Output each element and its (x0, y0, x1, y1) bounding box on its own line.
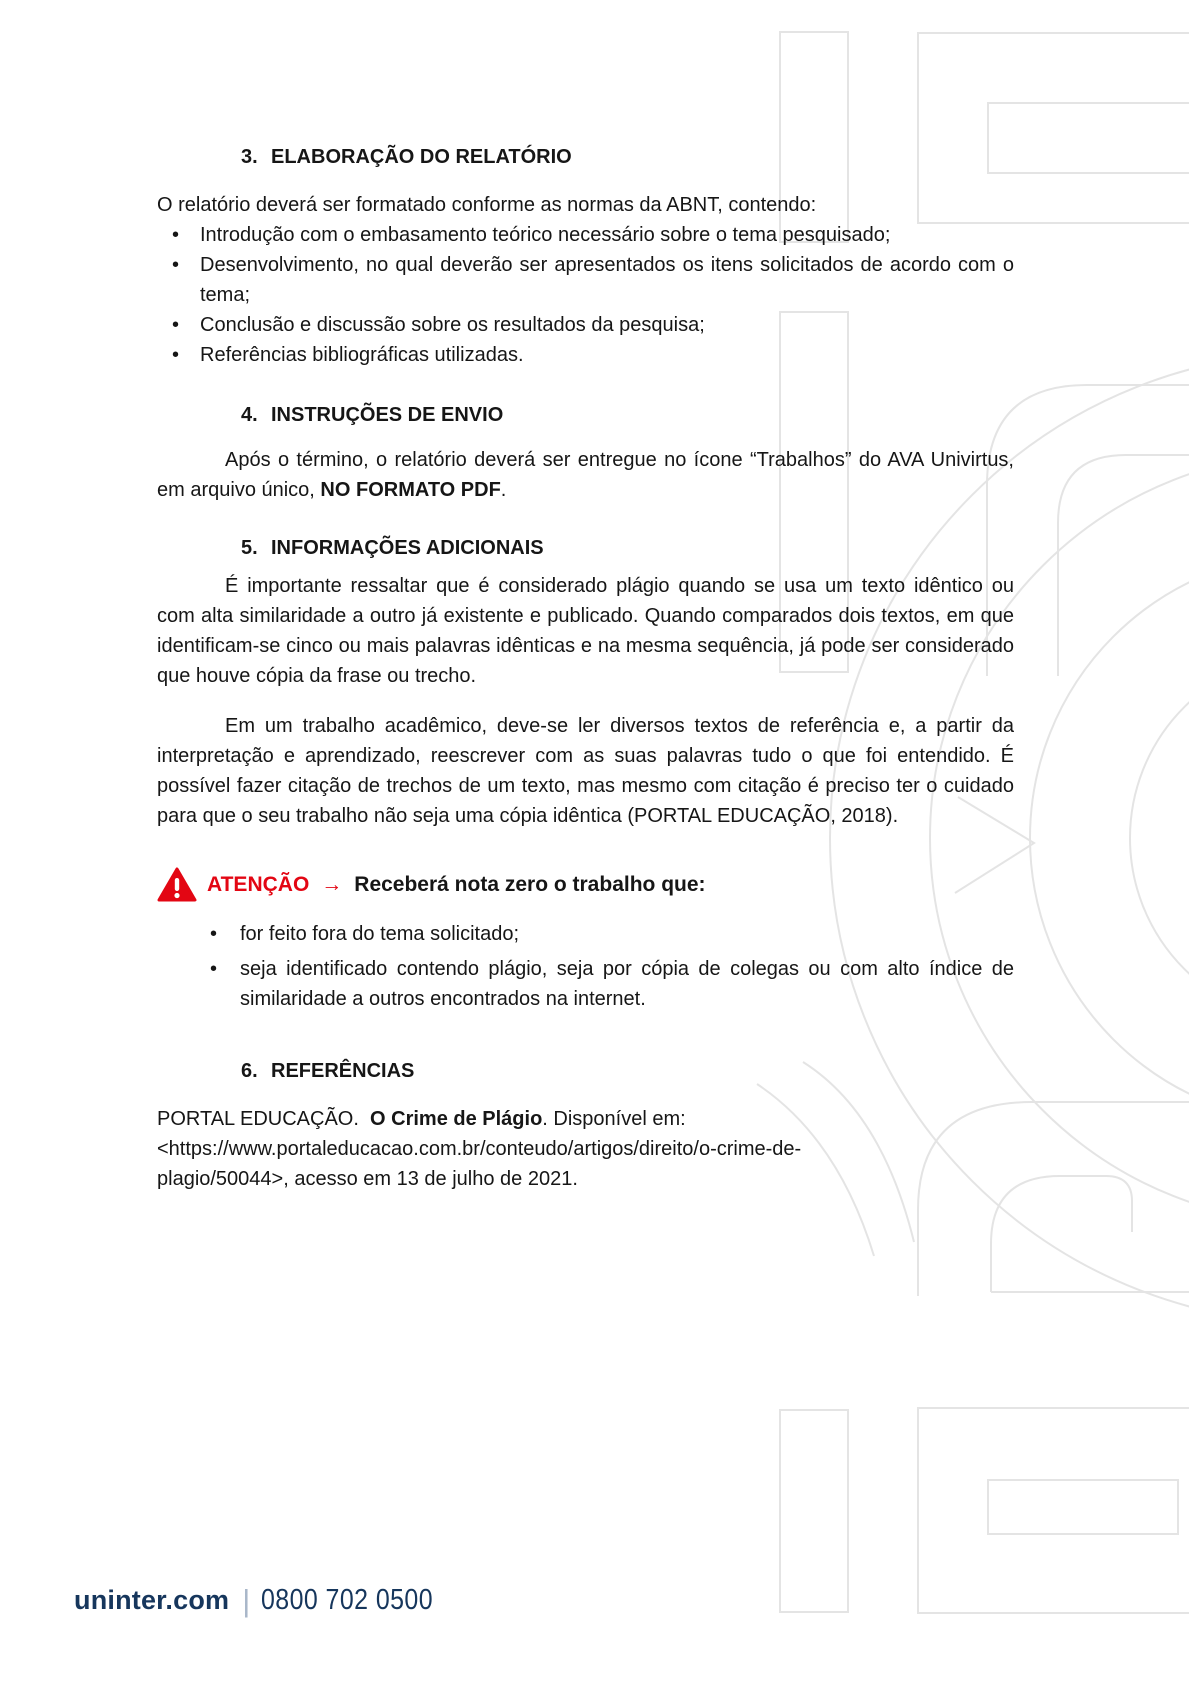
list-item: • Referências bibliográficas utilizadas. (172, 340, 1014, 370)
paragraph-text: Após o término, o relatório deverá ser entregue no ícone “Trabalhos” do AVA Univirtus, em arquivo único, (157, 449, 1014, 501)
section-3-title: ELABORAÇÃO DO RELATÓRIO (271, 146, 572, 168)
section-5-title: INFORMAÇÕES ADICIONAIS (271, 537, 544, 559)
document-body (157, 142, 1014, 1194)
attention-title: Receberá nota zero o trabalho que: (354, 872, 706, 896)
warning-icon (157, 867, 197, 902)
bold-text: NO FORMATO PDF (320, 479, 501, 501)
reference-line (157, 1104, 1014, 1134)
section-6-title: REFERÊNCIAS (271, 1060, 415, 1082)
footer-divider: | (242, 1583, 251, 1618)
attention-header (157, 867, 1014, 902)
section-3-number: 3. (241, 146, 258, 168)
section-6-heading (241, 1056, 1014, 1086)
footer-phone: 0800 702 0500 (261, 1584, 434, 1616)
section-3-intro: O relatório deverá ser formatado conforme as normas da ABNT, contendo: (157, 194, 817, 216)
reference-title: O Crime de Plágio (370, 1108, 543, 1130)
section-6-number: 6. (241, 1060, 258, 1082)
references-block (157, 1104, 1014, 1194)
attention-label: ATENÇÃO (207, 872, 310, 896)
section-4-number: 4. (241, 404, 258, 426)
arrow-right-icon: → (321, 872, 343, 896)
section-3-bullet-list (157, 220, 1014, 370)
section-4-paragraph (157, 445, 1014, 505)
list-item: • for feito fora do tema solicitado; (210, 919, 1014, 949)
section-5-paragraph-1: É importante ressaltar que é considerado plágio quando se usa um texto idêntico ou com alta similaridade a outro já existente e publicado. Quando comparados dois textos, em que identificam-se cinco ou mais palavras idênticas e na mesma sequência, já pode ser considerado que houve cópia da frase ou trecho. (157, 575, 1014, 687)
footer-site: uninter.com (74, 1585, 230, 1615)
reference-author: PORTAL EDUCAÇÃO. (157, 1108, 371, 1130)
list-item: • Introdução com o embasamento teórico necessário sobre o tema pesquisado; (172, 220, 1014, 250)
section-3-heading (241, 142, 1014, 172)
page-footer (74, 1584, 461, 1617)
paragraph-text: . (500, 479, 507, 501)
reference-suffix: . Disponível em: (542, 1108, 686, 1130)
list-item: • seja identificado contendo plágio, seja por cópia de colegas ou com alto índice de similaridade a outros encontrados na internet. (210, 954, 1014, 1014)
attention-bullet-list (157, 919, 1014, 1014)
section-4-title: INSTRUÇÕES DE ENVIO (271, 404, 504, 426)
section-4-heading (241, 400, 1014, 430)
reference-access: plagio/50044>, acesso em 13 de julho de 2021. (157, 1168, 578, 1190)
section-5-paragraph-2: Em um trabalho acadêmico, deve-se ler diversos textos de referência e, a partir da interpretação e aprendizado, reescrever com as suas palavras tudo o que foi entendido. É possível fazer citação de trechos de um texto, mas mesmo com citação é preciso ter o cuidado para que o seu trabalho não seja uma cópia idêntica (PORTAL EDUCAÇÃO, 2018). (157, 715, 1014, 827)
list-item: • Conclusão e discussão sobre os resultados da pesquisa; (172, 310, 1014, 340)
list-item: • Desenvolvimento, no qual deverão ser apresentados os itens solicitados de acordo com o tema; (172, 250, 1014, 310)
section-5-number: 5. (241, 537, 258, 559)
reference-url: <https://www.portaleducacao.com.br/conteudo/artigos/direito/o-crime-de- (157, 1138, 802, 1160)
section-5-heading (241, 533, 1014, 563)
